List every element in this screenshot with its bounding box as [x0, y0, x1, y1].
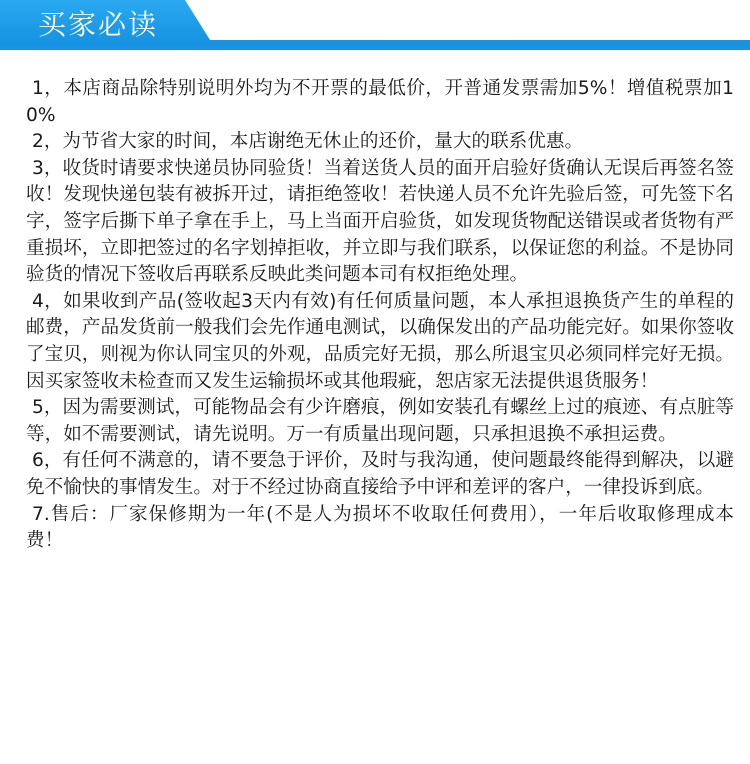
page-title: 买家必读 — [38, 8, 159, 41]
notice-item-7: 7.售后：厂家保修期为一年(不是人为损坏不收取任何费用），一年后收取修理成本费！ — [26, 503, 734, 552]
notice-item-1: 1，本店商品除特别说明外均为不开票的最低价，开普通发票需加5%！增值税票加10% — [26, 78, 734, 126]
notice-list — [26, 76, 734, 555]
notice-item-4: 4，如果收到产品(签收起3天内有效)有任何质量问题，本人承担退换货产生的单程的邮费，产品发货前一般我们会先作通电测试，以确保发出的产品功能完好。如果你签收了宝贝，则视为你认同宝贝的外观，品质完好无损，那么所退宝贝必须同样完好无损。因买家签收未检查而又发生运输损坏或其他瑕疵，恕店家无法提供退货服务！ — [26, 290, 734, 392]
notice-item-5: 5，因为需要测试，可能物品会有少许磨痕，例如安装孔有螺丝上过的痕迹、有点脏等等，如不需要测试，请先说明。万一有质量出现问题，只承担退换不承担运费。 — [26, 397, 734, 445]
notice-item-6: 6，有任何不满意的，请不要急于评价，及时与我沟通，使问题最终能得到解决，以避免不愉快的事情发生。对于不经过协商直接给予中评和差评的客户，一律投诉到底。 — [26, 450, 734, 498]
header-banner — [0, 0, 750, 50]
notice-item-3: 3，收货时请要求快递员协同验货！当着送货人员的面开启验好货确认无误后再签名签收！发现快递包装有被拆开过，请拒绝签收！若快递人员不允许先验后签，可先签下名字，签字后撕下单子拿在手上，马上当面开启验货，如发现货物配送错误或者货物有严重损坏，立即把签过的名字划掉拒收，并立即与我们联系，以保证您的利益。不是协同验货的情况下签收后再联系反映此类问题本司有权拒绝处理。 — [26, 157, 734, 286]
notice-item-2: 2，为节省大家的时间，本店谢绝无休止的还价，量大的联系优惠。 — [32, 131, 584, 153]
